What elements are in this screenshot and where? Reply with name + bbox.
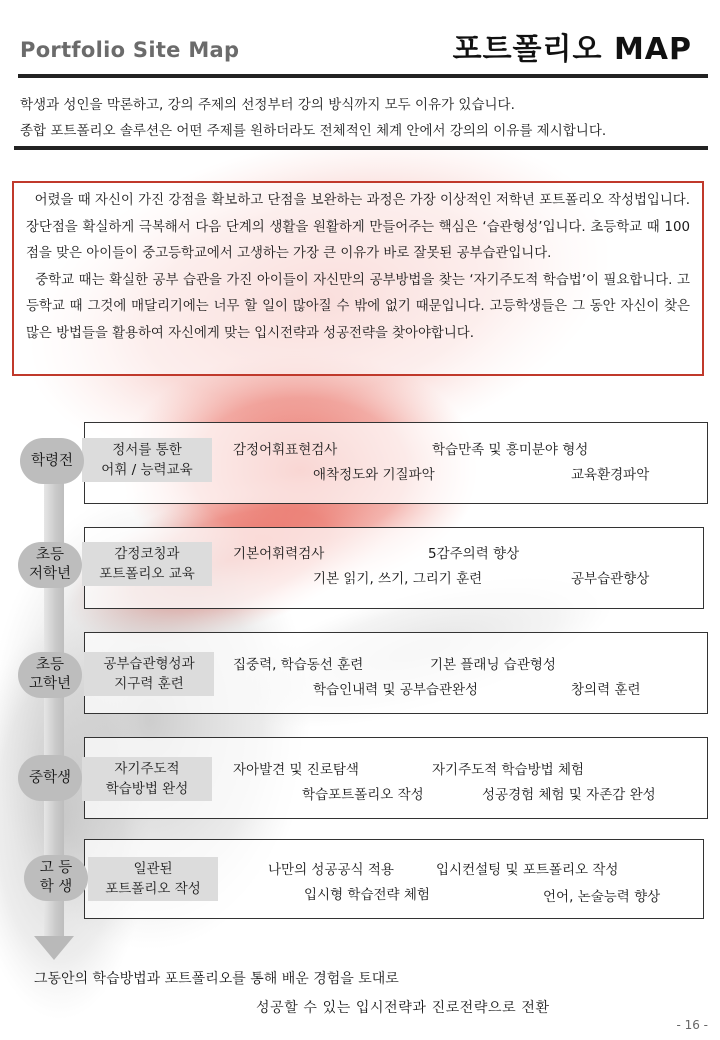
stage-item: 교육환경파악 <box>571 467 650 483</box>
stage-pill: 초등 고학년 <box>18 652 82 698</box>
stage-item: 기본 읽기, 쓰기, 그리기 훈련 <box>313 571 483 587</box>
stage-label-line: 감정코칭과 <box>114 546 180 562</box>
stage-pill: 초등 저학년 <box>18 542 82 588</box>
stage-label <box>84 652 214 696</box>
stage-item: 창의력 훈련 <box>571 682 641 698</box>
intro-line: 종합 포트폴리오 솔루션은 어떤 주제를 원하더라도 전체적인 체계 안에서 강의의 이유를 제시합니다. <box>20 123 607 139</box>
stage-item: 자아발견 및 진로탐색 <box>233 762 359 778</box>
stage-item: 입시컨설팅 및 포트폴리오 작성 <box>436 862 619 878</box>
down-arrow-icon <box>34 936 74 960</box>
stage-pill: 중학생 <box>18 755 82 801</box>
stage-pill: 학령전 <box>20 438 84 484</box>
site-map-title: Portfolio Site Map <box>20 38 240 62</box>
stage-label <box>82 438 212 482</box>
stage-item: 학습만족 및 흥미분야 형성 <box>432 442 589 458</box>
stage-item: 애착정도와 기질파악 <box>313 467 435 483</box>
stage-item: 기본 플래닝 습관형성 <box>430 657 556 673</box>
stage-item: 나만의 성공공식 적용 <box>268 862 394 878</box>
stage-label-line: 포트폴리오 교육 <box>99 566 195 582</box>
stage-label-line: 자기주도적 <box>114 761 180 777</box>
highlight-box <box>12 181 704 376</box>
divider <box>14 146 708 150</box>
stage-label-line: 포트폴리오 작성 <box>105 881 201 897</box>
stage-item: 자기주도적 학습방법 체험 <box>432 762 585 778</box>
intro-line: 학생과 성인을 막론하고, 강의 주제의 선정부터 강의 방식까지 모두 이유가 있습니다. <box>20 97 515 113</box>
stage-item: 기본어휘력검사 <box>233 546 325 562</box>
stage-item: 입시형 학습전략 체험 <box>304 887 430 903</box>
stage-label-line: 어휘 / 능력교육 <box>101 462 193 478</box>
summary-line: 성공할 수 있는 입시전략과 진로전략으로 전환 <box>256 1000 550 1016</box>
stage-label-line: 일관된 <box>133 861 173 877</box>
stage-item: 집중력, 학습동선 훈련 <box>233 657 364 673</box>
highlight-paragraph: 어렸을 때 자신이 가진 강점을 확보하고 단점을 보완하는 과정은 가장 이상적인 저학년 포트폴리오 작성법입니다. 장단점을 확실하게 극복해서 다음 단계의 생활을 원활하게 만들어주는 핵심은 ‘습관형성’입니다. 초등학교 때 100점을 맞은 아이들이 중고등학교에서 고생하는 가장 큰 이유가 바로 잘못된 공부습관입니다. <box>26 193 695 262</box>
stage-label <box>82 542 212 586</box>
stage-label-line: 정서를 통한 <box>112 442 182 458</box>
summary-line: 그동안의 학습방법과 포트폴리오를 통해 배운 경험을 토대로 <box>34 971 399 987</box>
stage-label <box>82 757 212 801</box>
stage-item: 5감주의력 향상 <box>428 546 520 562</box>
stage-label-line: 학습방법 완성 <box>105 781 189 797</box>
page-number: - 16 - <box>676 1018 708 1032</box>
stage-item: 언어, 논술능력 향상 <box>543 889 661 905</box>
stage-item: 감정어휘표현검사 <box>233 442 338 458</box>
highlight-paragraph: 중학교 때는 확실한 공부 습관을 가진 아이들이 자신만의 공부방법을 찾는 ‘자기주도적 학습법’이 필요합니다. 고등학교 때 그것에 매달리기에는 너무 할 일이 많아질 수 밖에 없기 때문입니다. 고등학생들은 그 동안 자신이 찾은 많은 방법들을 활용하여 자신에게 맞는 입시전략과 성공전략을 찾아야합니다. <box>26 272 695 341</box>
stage-item: 학습포트폴리오 작성 <box>302 787 424 803</box>
page-title: 포트폴리오 MAP <box>452 32 692 67</box>
stage-label <box>88 857 218 901</box>
intro-text <box>20 92 710 144</box>
stage-item: 공부습관향상 <box>571 571 650 587</box>
stage-label-line: 공부습관형성과 <box>103 656 195 672</box>
divider <box>18 74 708 78</box>
stage-item: 성공경험 체험 및 자존감 완성 <box>482 787 656 803</box>
stage-item: 학습인내력 및 공부습관완성 <box>313 682 479 698</box>
stage-label-line: 지구력 훈련 <box>114 676 184 692</box>
stage-pill: 고 등 학 생 <box>24 855 88 901</box>
